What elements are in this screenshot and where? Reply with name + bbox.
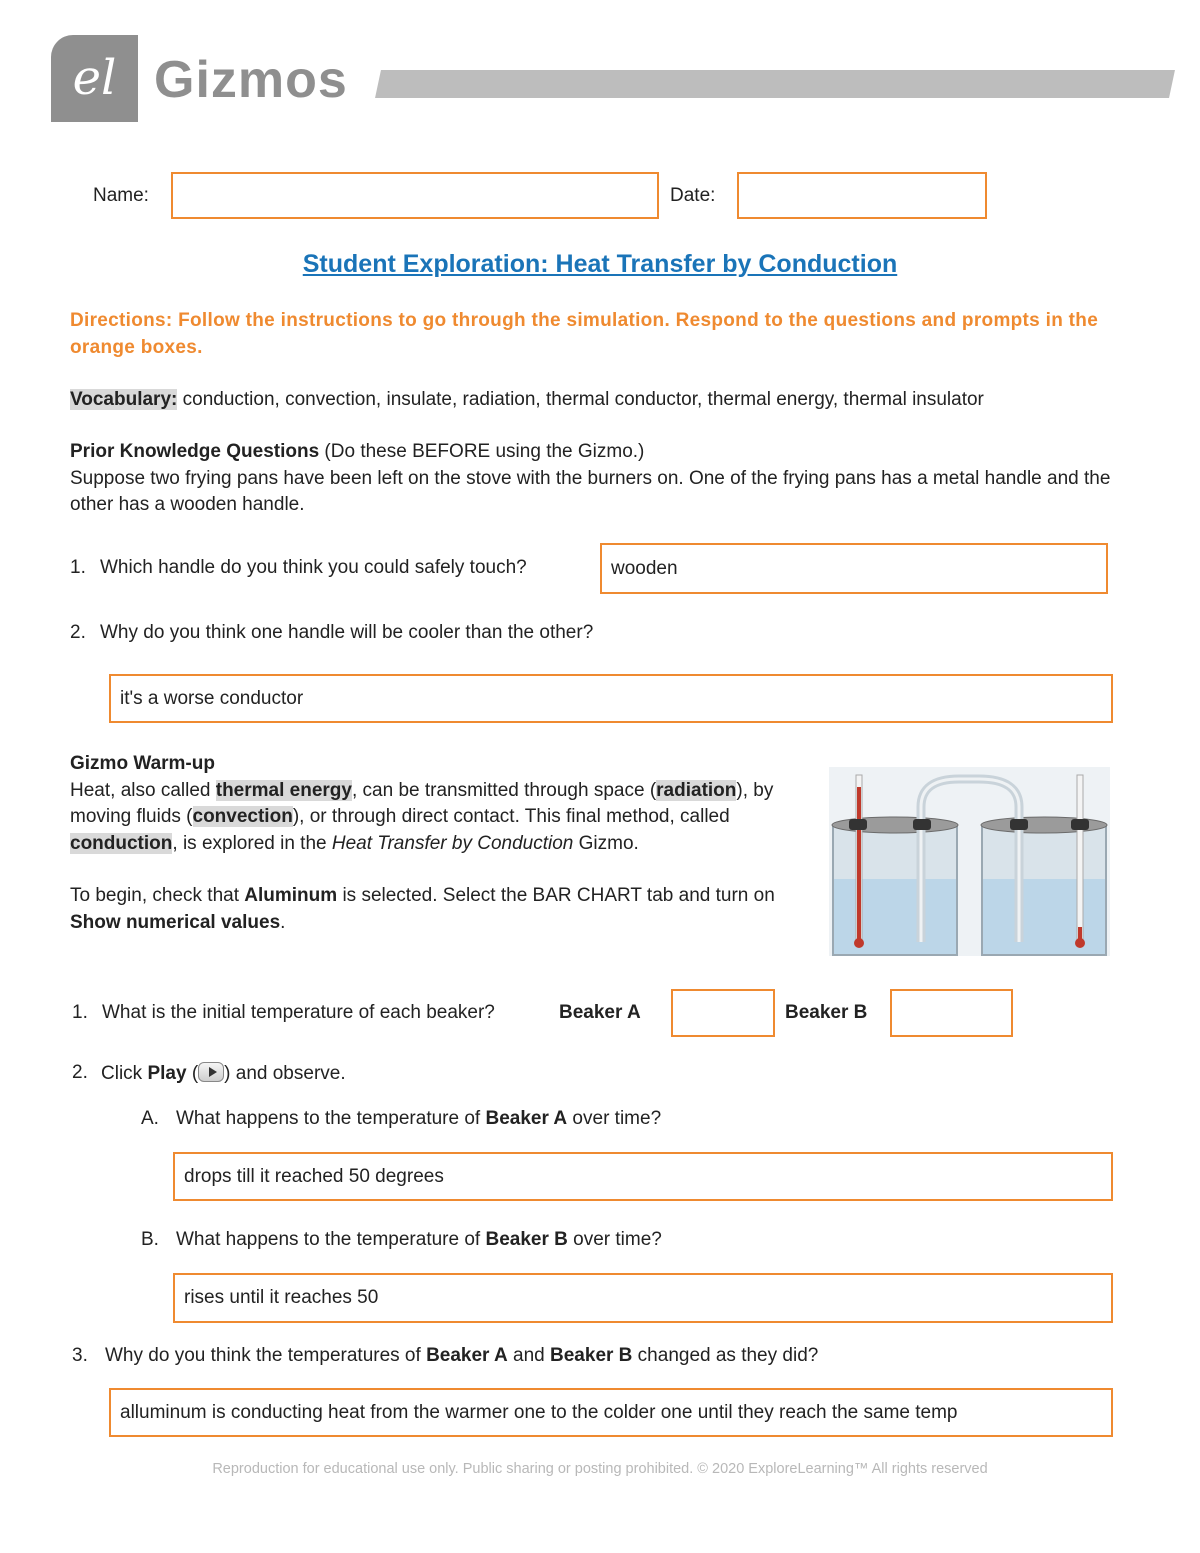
warmup-q1-text: What is the initial temperature of each beaker? (102, 1002, 495, 1023)
warmup-p2-text: To begin, check that (70, 885, 245, 906)
beaker-b-term: Beaker B (550, 1345, 633, 1366)
prior-q2-text: Why do you think one handle will be cooler than the other? (100, 622, 594, 643)
play-icon (198, 1062, 224, 1082)
beaker-a-term: Beaker A (485, 1108, 568, 1129)
warmup-q2-part: Click (101, 1063, 148, 1084)
date-label: Date: (670, 185, 716, 206)
vocabulary-line (70, 387, 984, 414)
aluminum-term: Aluminum (244, 885, 338, 906)
play-term: Play (147, 1063, 187, 1084)
warmup-p1-text: ), or through direct contact. This final method, called (292, 806, 730, 827)
beaker-b-field[interactable] (890, 989, 1013, 1037)
warmup-q3-part: changed as they did? (632, 1345, 819, 1366)
brand-name: Gizmos (154, 51, 348, 109)
beaker-a-label: Beaker A (559, 1002, 641, 1023)
prior-q2-answer-field[interactable]: it's a worse conductor (109, 674, 1113, 723)
header-bar (375, 70, 1175, 98)
warmup-p1-text: ), by moving fluids ( (70, 779, 774, 827)
warmup-qA-answer-field[interactable]: drops till it reached 50 degrees (173, 1152, 1113, 1201)
prior-q2-number: 2. (70, 622, 86, 643)
warmup-p1-text: , is explored in the (172, 832, 332, 854)
warmup-q3-answer-field[interactable]: alluminum is conducting heat from the warmer one to the colder one until they reach the same temp (109, 1388, 1113, 1437)
warmup-p2-text: . (280, 911, 286, 933)
warmup-qB-part: over time? (567, 1229, 662, 1250)
warmup-qB-part: What happens to the temperature of (176, 1229, 486, 1250)
explorelearning-logo-icon: el (72, 50, 117, 106)
name-field[interactable] (171, 172, 659, 219)
warmup-qB-text (176, 1229, 662, 1251)
warmup-q2-part: ) and observe. (224, 1063, 346, 1084)
show-numerical-values-term: Show numerical values (70, 911, 281, 933)
vocabulary-terms: conduction, convection, insulate, radiation, thermal conductor, thermal energy, thermal insulator (177, 389, 984, 410)
footer-copyright: Reproduction for educational use only. Public sharing or posting prohibited. © 2020 ExploreLearning™ All rights reserved (212, 1461, 988, 1477)
warmup-p1-text: , can be transmitted through space ( (351, 779, 657, 801)
prior-knowledge-heading: Prior Knowledge Questions (70, 441, 320, 462)
warmup-q3-text (105, 1345, 818, 1367)
warmup-paragraph-1 (70, 778, 805, 858)
term-conduction: conduction (70, 832, 173, 854)
gizmo-name: Heat Transfer by Conduction (331, 832, 574, 854)
prior-q1-answer-field[interactable]: wooden (600, 543, 1108, 594)
warmup-q3-part: Why do you think the temperatures of (105, 1345, 427, 1366)
vocabulary-label: Vocabulary: (70, 389, 178, 410)
date-field[interactable] (737, 172, 987, 219)
warmup-qA-part: What happens to the temperature of (176, 1108, 486, 1129)
warmup-heading: Gizmo Warm-up (70, 753, 215, 774)
term-convection: convection (192, 806, 293, 827)
warmup-block (70, 751, 805, 936)
warmup-q3-number: 3. (72, 1345, 88, 1366)
term-radiation: radiation (656, 779, 737, 801)
warmup-qA-text (176, 1108, 661, 1130)
warmup-paragraph-2 (70, 883, 805, 936)
warmup-qA-part: over time? (567, 1108, 662, 1129)
prior-knowledge-text: Suppose two frying pans have been left on the stove with the burners on. One of the frying pans has a metal handle and the other has a wooden handle. (70, 467, 1111, 515)
warmup-q2-text (101, 1062, 346, 1085)
warmup-q2-part: ( (186, 1063, 199, 1084)
prior-q1-text: Which handle do you think you could safely touch? (100, 557, 527, 578)
warmup-qA-number: A. (141, 1108, 159, 1129)
beaker-b-term: Beaker B (485, 1229, 568, 1250)
prior-q1-number: 1. (70, 557, 86, 578)
warmup-qB-answer-field[interactable]: rises until it reaches 50 (173, 1273, 1113, 1323)
prior-knowledge-block (70, 439, 1120, 519)
directions-text: Directions: Follow the instructions to go through the simulation. Respond to the questions and prompts in the orange boxes. (70, 310, 1099, 358)
warmup-q2-number: 2. (72, 1062, 88, 1083)
beaker-a-field[interactable] (671, 989, 775, 1037)
warmup-p1-text: Gizmo. (573, 832, 639, 854)
warmup-p2-text: is selected. Select the BAR CHART tab and turn on (337, 885, 775, 906)
warmup-qB-number: B. (141, 1229, 159, 1250)
warmup-q3-part: and (507, 1345, 551, 1366)
prior-knowledge-note: (Do these BEFORE using the Gizmo.) (319, 441, 645, 462)
beaker-b-label: Beaker B (785, 1002, 868, 1023)
page-title: Student Exploration: Heat Transfer by Conduction (302, 250, 898, 278)
beaker-a-term: Beaker A (426, 1345, 508, 1366)
beakers-illustration (829, 767, 1110, 956)
name-label: Name: (93, 185, 149, 206)
term-thermal-energy: thermal energy (215, 779, 352, 801)
warmup-p1-text: Heat, also called (70, 779, 216, 801)
warmup-q1-number: 1. (72, 1002, 88, 1023)
